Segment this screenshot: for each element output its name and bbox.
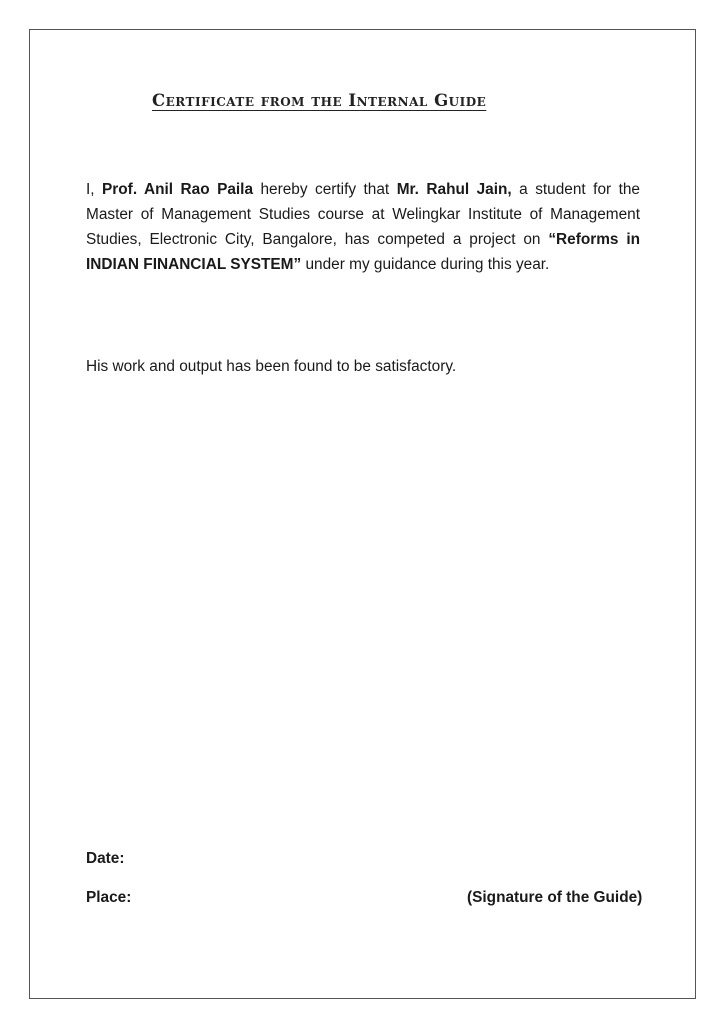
student-name: Mr. Rahul Jain, <box>396 181 512 198</box>
place-label: Place: <box>86 889 132 906</box>
satisfaction-statement: His work and output has been found to be satisfactory. <box>86 358 457 375</box>
intro-text: I, <box>86 181 103 198</box>
page-border <box>29 29 696 999</box>
closing-text: under my guidance during this year. <box>301 256 550 273</box>
guide-name: Prof. Anil Rao Paila <box>102 181 254 198</box>
certification-paragraph <box>86 177 640 277</box>
student-text: a student for the Master of Management Studies course at Welingkar Institute of Management Studies, Electronic City, Bangalore, has competed a project on <box>86 181 640 248</box>
signature-label: (Signature of the Guide) <box>467 889 643 906</box>
certify-text: hereby certify that <box>253 181 397 198</box>
project-title: “Reforms in INDIAN FINANCIAL SYSTEM” <box>86 231 640 273</box>
date-label: Date: <box>86 850 125 867</box>
certificate-title: Certificate from the Internal Guide <box>152 91 487 110</box>
